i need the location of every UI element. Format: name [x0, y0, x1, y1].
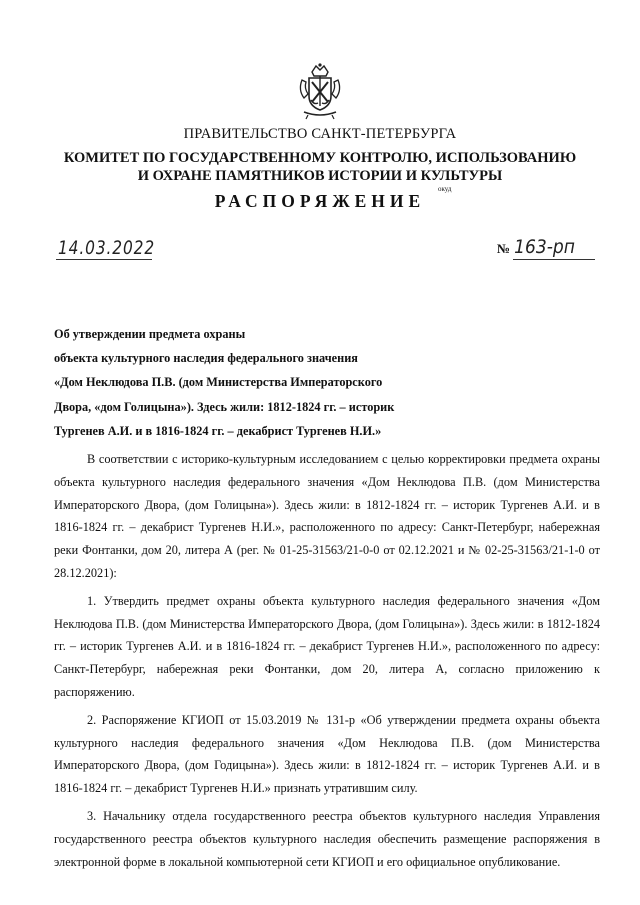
subject-line-4: Двора, «дом Голицына»). Здесь жили: 1812-1824 гг. – историк — [54, 399, 395, 414]
subject-line-3: «Дом Неклюдова П.В. (дом Министерства Императорского — [54, 375, 383, 390]
committee-line-2: И ОХРАНЕ ПАМЯТНИКОВ ИСТОРИИ И КУЛЬТУРЫ — [137, 168, 503, 184]
number-value: 163-рп — [514, 236, 575, 258]
item-3-paragraph: 3. Начальнику отдела государственного реестра объектов культурного наследия Управления государственного реестра объектов культурного наследия обеспечить размещение распоряжения в электронной форме в локальной компьютерной сети КГИОП и его официальное опубликование. — [54, 808, 600, 869]
subject-line-1: Об утверждении предмета охраны — [54, 327, 246, 341]
number-underline — [513, 259, 595, 260]
document-number — [497, 236, 575, 258]
document-type: РАСПОРЯЖЕНИЕ — [214, 191, 426, 211]
date-underline — [56, 259, 152, 260]
intro-paragraph: В соответствии с историко-культурным исследованием с целью корректировки предмета охраны объекта культурного наследия федерального значения «Дом Неклюдова П.В. (дом Министерства Императорского Двора, (дом Голицына»). Здесь жили: в 1812-1824 гг. – историк Тургенев А.И. и в 1816-1824 гг. – декабрист Тургенев Н.И.», расположенного по адресу: Санкт-Петербург, набережная реки Фонтанки, дом 20, литера А (рег. № 01-25-31563/21-0-0 от 02.12.2021 и № 02-25-31563/21-1-0 от 28.12.2021): — [54, 452, 600, 580]
subject-line-2: объекта культурного наследия федерального значения — [54, 351, 358, 366]
committee-line-1: КОМИТЕТ ПО ГОСУДАРСТВЕННОМУ КОНТРОЛЮ, ИСПОЛЬЗОВАНИЮ — [63, 150, 577, 166]
item-1-paragraph: 1. Утвердить предмет охраны объекта культурного наследия федерального значения «Дом Неклюдова П.В. (дом Министерства Императорского Двора, (дом Голицына»). Здесь жили: в 1812-1824 гг. – историк Тургенев А.И. и в 1816-1824 гг. – декабрист Тургенев Н.И.», расположенного по адресу: Санкт-Петербург, набережная реки Фонтанки, дом 20, литера А, согласно приложению к распоряжению. — [54, 593, 600, 699]
document-date: 14.03.2022 — [58, 237, 156, 259]
okud-mark: окуд — [438, 185, 452, 193]
committee-name — [40, 149, 600, 185]
item-2-paragraph: 2. Распоряжение КГИОП от 15.03.2019 № 131-р «Об утверждении предмета охраны объекта культурного наследия федерального значения «Дом Неклюдова П.В. (дом Министерства Императорского Двора, (дом Годицына»). Здесь жили: в 1812-1824 гг. – историк Тургенев А.И. и в 1816-1824 гг. – декабрист Тургенев Н.И.» признать утратившим силу. — [54, 712, 600, 796]
number-label: № — [497, 241, 511, 256]
coat-of-arms-emblem — [296, 62, 344, 120]
government-name: ПРАВИТЕЛЬСТВО САНКТ-ПЕТЕРБУРГА — [183, 126, 457, 142]
document-subject — [54, 322, 594, 443]
document-body — [54, 448, 600, 873]
subject-line-5: Тургенев А.И. и в 1816-1824 гг. – декабрист Тургенев Н.И.» — [54, 423, 382, 438]
